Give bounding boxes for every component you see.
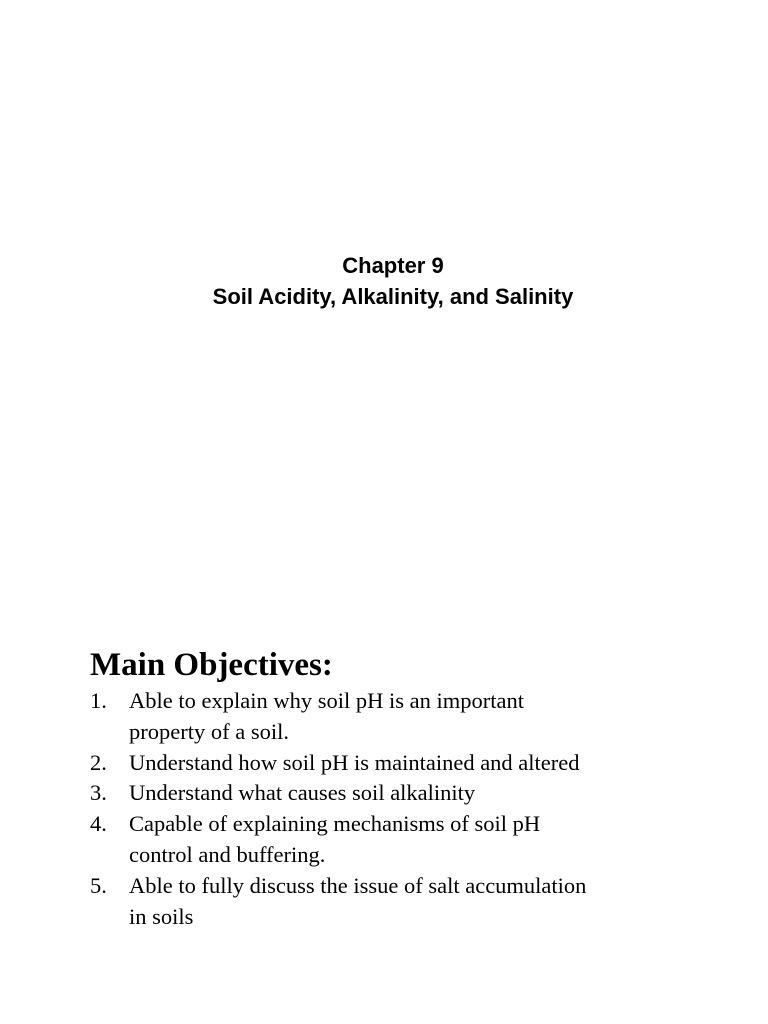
- objective-item: [90, 778, 750, 809]
- chapter-title: Soil Acidity, Alkalinity, and Salinity: [212, 284, 574, 309]
- objective-text-line: in soils: [129, 903, 194, 929]
- objective-text-line: property of a soil.: [129, 718, 289, 744]
- objective-number: 4.: [90, 811, 107, 837]
- objectives-title: Main Objectives:: [90, 647, 333, 683]
- objective-text-line: Understand how soil pH is maintained and altered: [129, 749, 580, 775]
- objectives-section: [90, 644, 750, 932]
- objective-item: [90, 748, 750, 779]
- objective-text-line: Understand what causes soil alkalinity: [129, 780, 476, 806]
- chapter-number: Chapter 9: [342, 253, 444, 278]
- objective-item: [90, 809, 750, 871]
- objective-text-line: Able to explain why soil pH is an important: [129, 688, 524, 713]
- chapter-heading: [0, 250, 768, 312]
- objective-number: 5.: [90, 872, 107, 898]
- objective-text-line: Capable of explaining mechanisms of soil pH: [129, 811, 541, 837]
- objective-item: [90, 871, 750, 933]
- objective-text-line: control and buffering.: [129, 841, 326, 867]
- objectives-list: [90, 686, 750, 932]
- objective-number: 2.: [90, 749, 107, 775]
- objective-number: 3.: [90, 780, 107, 806]
- objective-number: 1.: [90, 688, 107, 713]
- objective-text-line: Able to fully discuss the issue of salt accumulation: [129, 872, 587, 898]
- objective-item: [90, 686, 750, 748]
